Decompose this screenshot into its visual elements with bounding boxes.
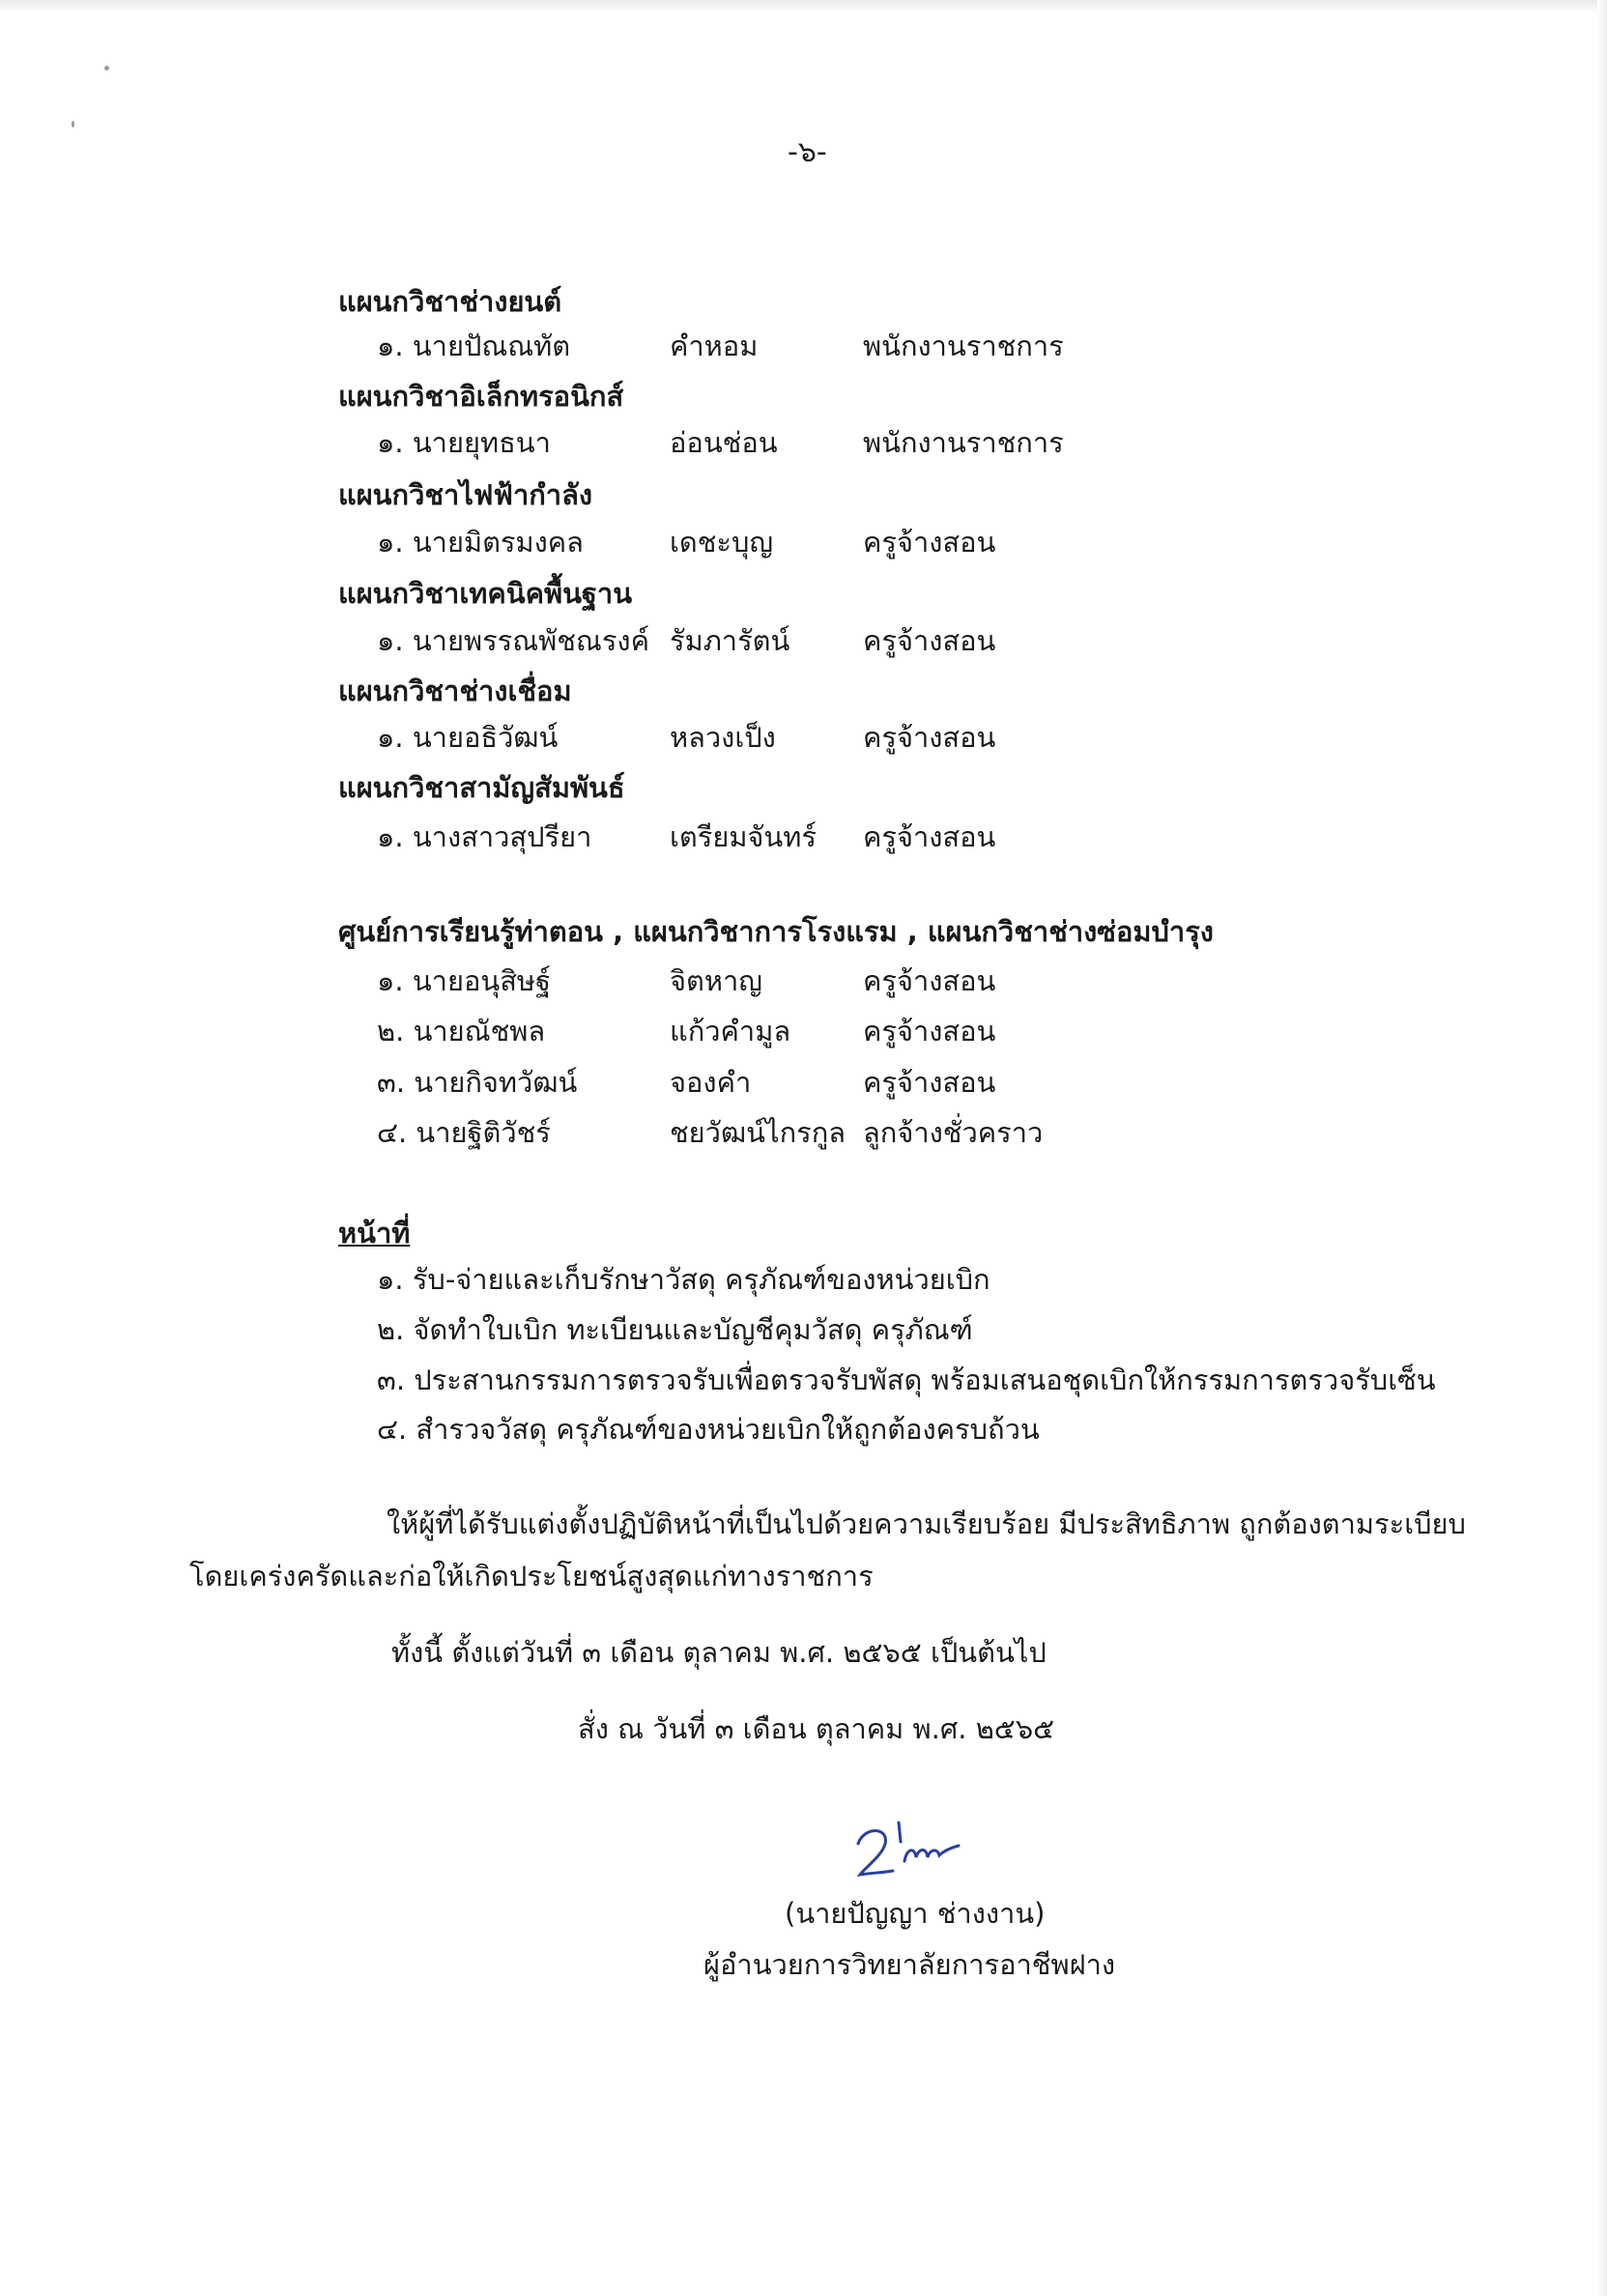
duties-heading: หน้าที่ [338, 1217, 411, 1249]
closing-paragraph-line: โดยเคร่งครัดและก่อให้เกิดประโยชน์สูงสุดแก่ทางราชการ [189, 1560, 874, 1593]
staff-surname: หลวงเป็ง [670, 721, 776, 754]
order-date: สั่ง ณ วันที่ ๓ เดือน ตุลาคม พ.ศ. ๒๕๖๕ [578, 1712, 1055, 1745]
staff-name: ๓. นายกิจทวัฒน์ [377, 1066, 578, 1099]
staff-position: ครูจ้างสอน [863, 624, 996, 657]
duty-item: ๑. รับ-จ่ายและเก็บรักษาวัสดุ ครุภัณฑ์ของหน่วยเบิก [377, 1263, 990, 1296]
staff-surname: รัมภารัตน์ [670, 624, 790, 657]
scan-shadow-right [1597, 0, 1607, 2296]
scan-shadow-top [0, 0, 1607, 14]
staff-name: ๑. นายยุทธนา [377, 426, 551, 459]
staff-position: ลูกจ้างชั่วคราว [863, 1116, 1044, 1149]
page-number: -๖- [788, 135, 827, 169]
duty-item: ๓. ประสานกรรมการตรวจรับเพื่อตรวจรับพัสดุ พร้อมเสนอชุดเบิกให้กรรมการตรวจรับเซ็น [377, 1363, 1436, 1396]
signatory-title: ผู้อำนวยการวิทยาลัยการอาชีพฝาง [703, 1948, 1116, 1981]
staff-name: ๑. นายอนุสิษฐ์ [377, 964, 552, 997]
staff-position: พนักงานราชการ [863, 426, 1064, 459]
staff-position: ครูจ้างสอน [863, 526, 996, 559]
staff-position: พนักงานราชการ [863, 330, 1064, 362]
staff-position: ครูจ้างสอน [863, 1015, 996, 1048]
staff-name: ๑. นายปัณณทัต [377, 330, 571, 362]
department-heading: แผนกวิชาช่างเชื่อม [338, 674, 572, 707]
staff-surname: เดชะบุญ [670, 526, 774, 559]
signatory-name: (นายปัญญา ช่างงาน) [785, 1897, 1046, 1930]
staff-name: ๑. นายอธิวัฒน์ [377, 721, 559, 754]
staff-surname: แก้วคำมูล [670, 1015, 791, 1048]
staff-surname: คำหอม [670, 330, 759, 362]
department-heading: แผนกวิชาไฟฟ้ากำลัง [338, 478, 593, 511]
staff-name: ๑. นายพรรณพัชณรงค์ [377, 624, 649, 657]
staff-name: ๔. นายฐิติวัชร์ [377, 1116, 551, 1149]
staff-name: ๑. นายมิตรมงคล [377, 526, 584, 559]
staff-name: ๒. นายณัชพล [377, 1015, 546, 1048]
duty-item: ๔. สำรวจวัสดุ ครุภัณฑ์ของหน่วยเบิกให้ถูกต้องครบถ้วน [377, 1413, 1040, 1446]
staff-surname: อ่อนช่อน [670, 426, 778, 459]
staff-position: ครูจ้างสอน [863, 820, 996, 853]
duty-item: ๒. จัดทำใบเบิก ทะเบียนและบัญชีคุมวัสดุ ครุภัณฑ์ [377, 1313, 973, 1346]
staff-position: ครูจ้างสอน [863, 964, 996, 997]
staff-surname: ชยวัฒน์ไกรกูล [670, 1116, 847, 1149]
staff-surname: จิตหาญ [670, 964, 762, 997]
staff-position: ครูจ้างสอน [863, 1066, 996, 1099]
department-heading: แผนกวิชาอิเล็กทรอนิกส์ [338, 380, 624, 413]
department-heading: แผนกวิชาช่างยนต์ [338, 285, 562, 318]
handwritten-signature [850, 1817, 986, 1884]
department-heading: ศูนย์การเรียนรู้ท่าตอน , แผนกวิชาการโรงแรม , แผนกวิชาช่างซ่อมบำรุง [338, 915, 1214, 948]
effective-date: ทั้งนี้ ตั้งแต่วันที่ ๓ เดือน ตุลาคม พ.ศ. ๒๕๖๕ เป็นต้นไป [391, 1636, 1047, 1669]
department-heading: แผนกวิชาเทคนิคพื้นฐาน [338, 577, 633, 610]
staff-name: ๑. นางสาวสุปรียา [377, 820, 592, 853]
staff-position: ครูจ้างสอน [863, 721, 996, 754]
scan-speck [72, 121, 74, 128]
staff-surname: เตรียมจันทร์ [670, 820, 817, 853]
scan-speck [104, 66, 109, 71]
staff-surname: จองคำ [670, 1066, 752, 1099]
department-heading: แผนกวิชาสามัญสัมพันธ์ [338, 771, 625, 804]
closing-paragraph-line: ให้ผู้ที่ได้รับแต่งตั้งปฏิบัติหน้าที่เป็นไปด้วยความเรียบร้อย มีประสิทธิภาพ ถูกต้องตามระเบียบ [387, 1507, 1466, 1540]
